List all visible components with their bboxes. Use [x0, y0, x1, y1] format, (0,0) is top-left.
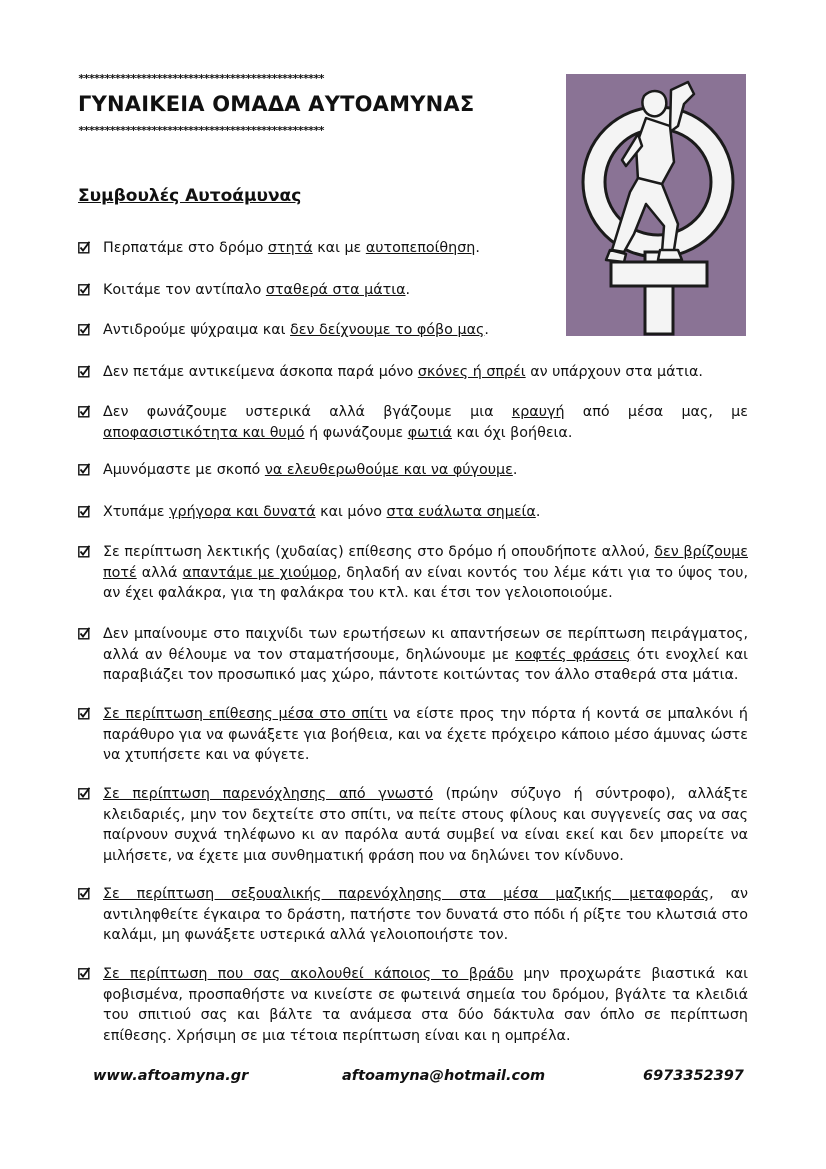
tip-item — [78, 402, 748, 443]
tip-emphasis: στητά — [267, 240, 313, 256]
checkbox-checked-icon — [78, 887, 90, 900]
tip-item — [78, 502, 748, 523]
tip-segment: . — [484, 322, 489, 338]
checkbox-checked-icon — [78, 707, 90, 720]
header-star-rule-bottom: *********************************************** — [78, 126, 324, 135]
tip-emphasis: κοφτές φράσεις — [515, 646, 631, 663]
tip-segment: και όχι βοήθεια. — [451, 424, 573, 441]
tip-segment: Σε περίπτωση λεκτικής (χυδαίας) επίθεσης στο δρόμο ή οπουδήποτε αλλού, — [103, 544, 655, 560]
tip-segment: , αν αντιληφθείτε έγκαιρα το δράστη, πατήστε τον δυνατά στο πόδι ή ρίξτε του κλωτσιά στο καλάμι, μη φωνάξετε υστερικά αλλά γελοιοποιήστε τον. — [103, 886, 749, 943]
tip-emphasis: Σε περίπτωση παρενόχλησης από γνωστό — [103, 786, 434, 802]
tip-text — [103, 322, 489, 338]
tip-item — [78, 238, 748, 259]
tip-segment: μην προχωράτε βιαστικά και φοβισμένα, προσπαθήστε να κινείστε σε φωτεινά σημεία του δρόμου, βγάλτε τα κλειδιά του σπιτιού σας και βάλτε τα ανάμεσα στα δύο δάκτυλα σαν όπλο σε περίπτωση επίθεσης. Χρήσιμη σε μια τέτοια περίπτωση είναι και η ομπρέλα. — [103, 966, 749, 1044]
tip-text — [103, 966, 748, 1044]
checkbox-checked-icon — [78, 627, 90, 640]
tip-text — [103, 404, 748, 441]
tip-segment: να είστε προς την πόρτα ή κοντά σε μπαλκόνι ή παράθυρο για να φωνάξετε για βοήθεια, και να έχετε πρόχειρο κάποιο μέσο άμυνας ώστε να χτυπήσετε και να φύγετε. — [103, 706, 748, 763]
tip-emphasis: Σε περίπτωση επίθεσης μέσα στο σπίτι — [103, 706, 388, 722]
tip-item — [78, 460, 748, 481]
tip-text — [103, 504, 540, 520]
tip-segment: . — [535, 504, 541, 520]
tip-text — [103, 706, 748, 763]
tip-segment: και με — [312, 240, 366, 256]
tip-emphasis: Σε περίπτωση που σας ακολουθεί κάποιος το βράδυ — [103, 966, 514, 982]
tip-text — [103, 364, 703, 380]
tip-segment: Αντιδρούμε ψύχραιμα και — [103, 322, 291, 338]
tip-item — [78, 624, 748, 686]
tip-emphasis: δεν δείχνουμε το φόβο μας — [290, 322, 485, 338]
tip-emphasis: Σε περίπτωση σεξουαλικής παρενόχλησης στα μέσα μαζικής μεταφοράς — [103, 886, 710, 902]
tip-segment: Δεν πετάμε αντικείμενα άσκοπα παρά μόνο — [103, 364, 418, 380]
checkbox-checked-icon — [78, 241, 90, 254]
tip-segment: Αμυνόμαστε με σκοπό — [103, 462, 265, 478]
tip-text — [103, 462, 517, 478]
checkbox-checked-icon — [78, 967, 90, 980]
tip-text — [103, 240, 480, 256]
tip-segment: και μόνο — [315, 504, 387, 520]
tip-segment: ή φωνάζουμε — [304, 424, 408, 441]
tip-item — [78, 362, 748, 383]
tip-segment: Χτυπάμε — [103, 504, 170, 520]
tip-text — [103, 544, 748, 601]
email-link[interactable]: aftoamyna@hotmail.com — [342, 1068, 546, 1084]
tip-segment: , δηλαδή αν είναι κοντός του λέμε κάτι για το ύψος του, αν έχει φαλάκρα, για τη φαλάκρα του κτλ. και έτσι τον γελοιοποιούμε. — [103, 564, 749, 601]
tip-text — [103, 282, 410, 298]
tip-emphasis: να ελευθερωθούμε και να φύγουμε — [264, 462, 513, 478]
tip-item — [78, 784, 748, 866]
tip-emphasis: στα ευάλωτα σημεία — [386, 504, 536, 520]
tip-emphasis: δεν βρίζουμε ποτέ — [103, 544, 748, 581]
tip-item — [78, 884, 748, 946]
tip-emphasis: αυτοπεποίθηση — [365, 240, 476, 256]
tip-segment: Δεν μπαίνουμε στο παιχνίδι των ερωτήσεων κι απαντήσεων σε περίπτωση πειράγματος, αλλά αν θέλουμε να τον σταματήσουμε, δηλώνουμε με — [103, 626, 748, 663]
tip-segment: αλλά — [136, 564, 183, 581]
tip-item — [78, 704, 748, 766]
tip-segment: από μέσα μας, με — [564, 404, 749, 420]
page-title: ΓΥΝΑΙΚΕΙΑ ΟΜΑΔΑ ΑΥΤΟΑΜΥΝΑΣ — [78, 92, 475, 116]
checkbox-checked-icon — [78, 545, 90, 558]
phone-number: 6973352397 — [643, 1068, 744, 1084]
tip-segment: ότι ενοχλεί και παραβιάζει τον προσωπικό μας χώρο, πάντοτε κοιτώντας τον άλλο σταθερά στα μάτια. — [103, 646, 748, 683]
section-title: Συμβουλές Αυτοάμυνας — [78, 186, 302, 206]
checkbox-checked-icon — [78, 365, 90, 378]
tip-text — [103, 886, 748, 943]
checkbox-checked-icon — [78, 505, 90, 518]
checkbox-checked-icon — [78, 283, 90, 296]
checkbox-checked-icon — [78, 405, 90, 418]
tip-text — [103, 626, 748, 683]
tip-segment: Περπατάμε στο δρόμο — [103, 240, 268, 256]
tip-emphasis: απαντάμε με χιούμορ — [182, 564, 337, 581]
tip-segment: (πρώην σύζυγο ή σύντροφο), αλλάξτε κλειδαριές, μην τον δεχτείτε στο σπίτι, να πείτε στους φίλους και συγγενείς σας να σας παίρνουν συχνά τηλέφωνο κι αν παρόλα αυτά συμβεί να είναι εκεί και δεν μπορείτε να μιλήσετε, να έχετε μια συνθηματική φράση που να δηλώνει τον κίνδυνο. — [103, 786, 748, 864]
tip-item — [78, 964, 748, 1046]
website-link[interactable]: www.aftoamyna.gr — [93, 1068, 249, 1084]
checkbox-checked-icon — [78, 787, 90, 800]
tip-segment: αν υπάρχουν στα μάτια. — [525, 364, 703, 380]
tip-segment: . — [405, 282, 411, 298]
tip-item — [78, 542, 748, 604]
tip-segment: Κοιτάμε τον αντίπαλο — [103, 282, 266, 298]
tip-segment: Δεν φωνάζουμε υστερικά αλλά βγάζουμε μια — [103, 404, 512, 420]
tip-emphasis: σκόνες ή σπρέι — [417, 364, 526, 380]
tip-emphasis: κραυγή — [511, 404, 565, 420]
tip-segment: . — [512, 462, 518, 478]
tip-item — [78, 280, 748, 301]
tip-segment: . — [475, 240, 480, 256]
tip-emphasis: φωτιά — [407, 424, 452, 441]
checkbox-checked-icon — [78, 463, 90, 476]
tip-emphasis: σταθερά στα μάτια — [265, 282, 406, 298]
footer — [0, 1068, 826, 1088]
tip-emphasis: γρήγορα και δυνατά — [169, 504, 316, 520]
checkbox-checked-icon — [78, 323, 90, 336]
tip-item — [78, 320, 748, 341]
tip-text — [103, 786, 748, 864]
header-star-rule-top: *********************************************** — [78, 74, 324, 83]
tip-emphasis: αποφασιστικότητα και θυμό — [103, 424, 305, 441]
